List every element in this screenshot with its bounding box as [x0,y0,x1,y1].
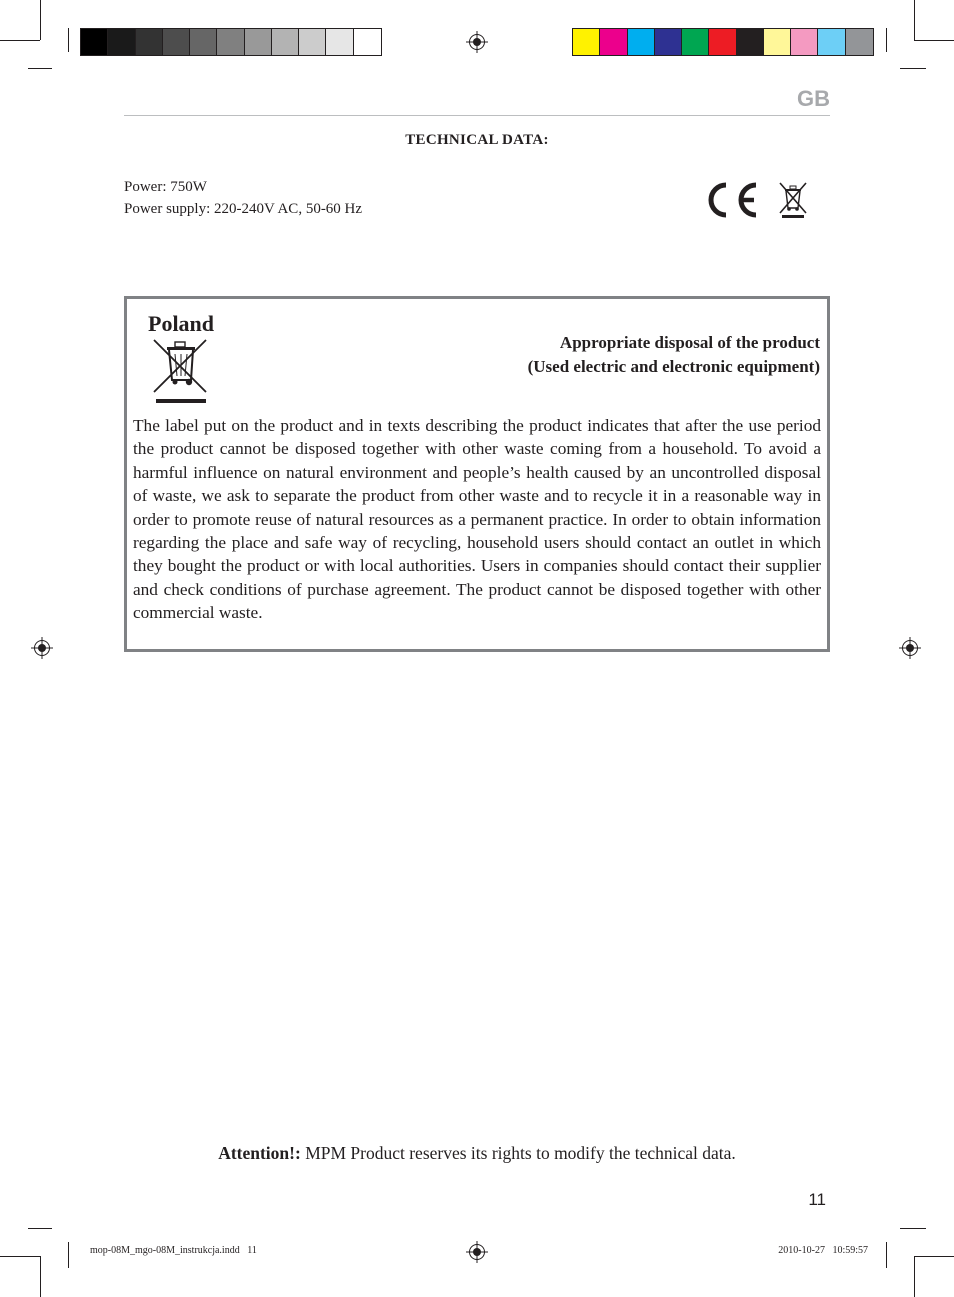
disposal-title: Appropriate disposal of the product [559,333,820,352]
color-swatch [217,29,244,55]
crop-mark [900,1228,926,1229]
color-swatch [628,29,655,55]
color-swatch [573,29,600,55]
weee-bin-icon [777,180,809,220]
registration-mark-icon [31,637,53,659]
grayscale-color-bar [80,28,382,56]
attention-label: Attention!: [218,1143,301,1163]
color-swatch [81,29,108,55]
crop-mark [914,1256,954,1257]
color-swatch [818,29,845,55]
color-swatch [709,29,736,55]
registration-mark-icon [466,1241,488,1263]
crop-mark [68,1242,69,1268]
color-swatch [299,29,326,55]
crop-mark [0,40,40,41]
power-supply-spec: Power supply: 220-240V AC, 50-60 Hz [124,201,363,217]
disposal-body-text: The label put on the product and in texts describing the product indicates that after the use period the product cannot be disposed together with other waste coming from a household. To avoid a harmful influence on natural environment and people’s health caused by an uncontrolled disposal of waste, we ask to separate the product from other waste and to recycle it in a reasonable way in order to promote reuse of natural resources as a permanent practice. In order to obtain information regarding the place and safe way of recycling, household users should contact an outlet in which they bought the product or with local authorities. Users in companies should contact their supplier and check conditions of purchase agreement. The product cannot be disposed together with other commercial waste. [133,416,821,623]
technical-data-title: TECHNICAL DATA: [405,132,549,148]
attention-text: MPM Product reserves its rights to modify the technical data. [300,1143,736,1163]
process-color-bar [572,28,874,56]
color-swatch [764,29,791,55]
color-swatch [682,29,709,55]
weee-bin-icon [150,336,210,404]
color-swatch [846,29,873,55]
header-rule [124,115,830,116]
color-swatch [737,29,764,55]
crop-mark [40,1256,41,1297]
color-swatch [245,29,272,55]
crop-mark [40,0,41,40]
crop-mark [914,40,954,41]
ce-mark-icon [702,181,760,219]
color-swatch [326,29,353,55]
page-number: 11 [808,1190,826,1209]
slug-file-name: mop-08M_mgo-08M_instrukcja.indd 11 [90,1245,257,1256]
color-swatch [163,29,190,55]
crop-mark [68,28,69,52]
color-swatch [190,29,217,55]
registration-mark-icon [466,31,488,53]
color-swatch [108,29,135,55]
country-label: Poland [148,311,215,336]
color-swatch [354,29,381,55]
crop-mark [914,1256,915,1297]
color-swatch [655,29,682,55]
color-swatch [272,29,299,55]
crop-mark [28,68,52,69]
crop-mark [0,1256,40,1257]
crop-mark [886,1242,887,1268]
slug-timestamp: 2010-10-27 10:59:57 [778,1245,868,1256]
registration-mark-icon [899,637,921,659]
crop-mark [900,68,926,69]
power-spec: Power: 750W [124,179,207,195]
disposal-subtitle: (Used electric and electronic equipment) [527,357,820,376]
language-code: GB [797,86,830,111]
color-swatch [136,29,163,55]
crop-mark [914,0,915,40]
crop-mark [886,28,887,52]
color-swatch [791,29,818,55]
color-swatch [600,29,627,55]
attention-note [0,1143,954,1164]
crop-mark [28,1228,52,1229]
